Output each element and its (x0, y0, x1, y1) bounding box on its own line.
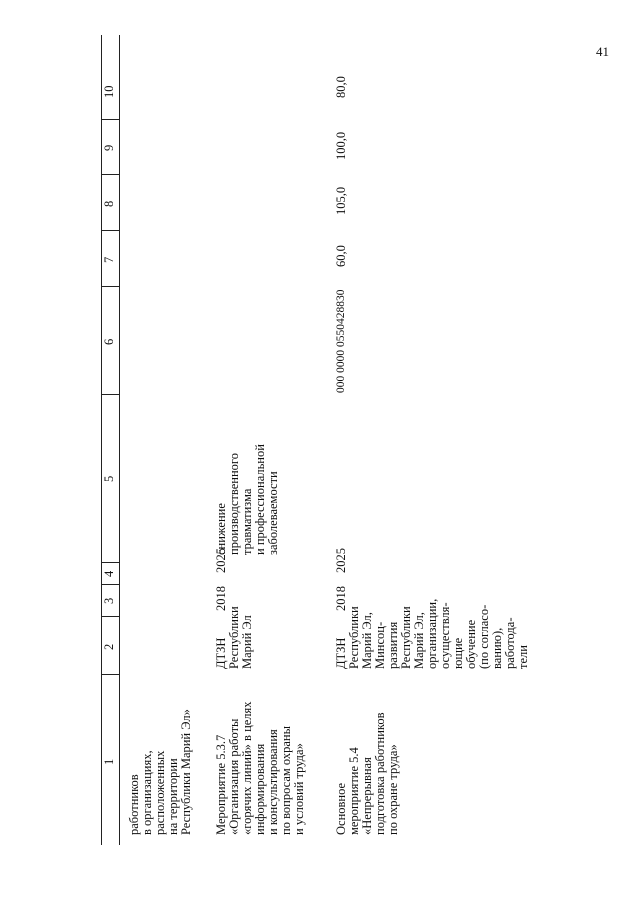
header-bottom-rule (119, 35, 120, 845)
row3-col2-line14: работода- (503, 617, 517, 669)
col-divider-1-2 (101, 674, 119, 675)
row1-col1-line2: в организациях, (140, 750, 154, 835)
col-divider-8-9 (101, 174, 119, 175)
row3-col2-line12: (по согласо- (477, 604, 491, 669)
row3-col2-line1: ДТЗН (334, 637, 348, 669)
header-top-rule (101, 35, 102, 845)
row3-end-year: 2025 (334, 548, 348, 573)
row1-col1-line3: расположенных (153, 750, 167, 835)
row3-col2-line3: Марий Эл, (360, 612, 374, 669)
col-divider-9-10 (101, 119, 119, 120)
row3-col2-line9: осуществля- (438, 602, 452, 669)
col-divider-2-3 (101, 616, 119, 617)
column-header-6: 6 (102, 338, 116, 345)
row3-col2-line15: тели (516, 645, 530, 669)
row2-col5-line3: травматизма (240, 488, 254, 555)
column-header-5: 5 (102, 475, 116, 482)
column-header-2: 2 (102, 643, 116, 650)
row3-col2-line8: организации, (425, 598, 439, 669)
row2-col1-line1: Мероприятие 5.3.7 (214, 734, 228, 835)
row3-col2-line7: Марий Эл, (412, 612, 426, 669)
row2-start-year: 2018 (214, 586, 228, 611)
row3-col2-line4: Минсоц- (373, 621, 387, 669)
row3-budget-code: 000 0000 0550428830 (335, 289, 347, 393)
row3-value-col8: 105,0 (334, 186, 348, 215)
row3-col2-line5: развития (386, 621, 400, 669)
row2-col1-line2: «Организация работы (227, 718, 241, 835)
page-number: 41 (596, 44, 609, 59)
col-divider-5-6 (101, 394, 119, 395)
row3-value-col9: 100,0 (334, 131, 348, 160)
row1-col1-line5: Республики Марий Эл» (179, 709, 193, 835)
row2-col1-line7: и условий труда» (292, 743, 306, 835)
row3-col1-line1: Основное (334, 782, 348, 835)
row2-col1-line6: по вопросам охраны (279, 726, 293, 835)
row2-col5-line4: и профессиональной (253, 444, 267, 555)
row1-col1-line4: на территории (166, 758, 180, 835)
column-header-3: 3 (102, 597, 116, 604)
col-divider-3-4 (101, 584, 119, 585)
row2-col5-line2: производственного (227, 453, 241, 555)
row3-start-year: 2018 (334, 586, 348, 611)
row3-col2-line10: ющие (451, 637, 465, 669)
column-header-4: 4 (102, 570, 116, 577)
column-header-7: 7 (102, 256, 116, 263)
row2-col2-line1: ДТЗН (214, 637, 228, 669)
row2-col1-line5: и консультирования (266, 729, 280, 835)
row3-col2-line13: ванию), (490, 627, 504, 669)
row2-col2-line2: Республики (227, 606, 241, 669)
row2-col2-line3: Марий Эл (240, 615, 254, 669)
row3-col1-line4: подготовка работников (373, 712, 387, 835)
column-header-10: 10 (102, 85, 116, 98)
col-divider-6-7 (101, 286, 119, 287)
row3-value-col10: 80,0 (334, 76, 348, 98)
row3-col1-line5: по охране труда» (386, 744, 400, 835)
row3-col2-line6: Республики (399, 606, 413, 669)
row2-col1-line3: «горячих линий» в целях (240, 701, 254, 835)
col-divider-4-5 (101, 562, 119, 563)
row3-col2-line11: обучение (464, 619, 478, 669)
row2-col5-line5: заболеваемости (266, 471, 280, 555)
column-header-8: 8 (102, 200, 116, 207)
row1-col1-line1: работников (127, 774, 141, 835)
col-divider-7-8 (101, 230, 119, 231)
row3-col1-line3: «Непрерывная (360, 757, 374, 835)
row2-end-year: 2025 (214, 548, 228, 573)
row2-col5-line1: снижение (214, 503, 228, 555)
column-header-1: 1 (102, 758, 116, 765)
column-header-9: 9 (102, 144, 116, 151)
row2-col1-line4: информирования (253, 743, 267, 835)
row3-value-col7: 60,0 (334, 245, 348, 267)
row3-col2-line2: Республики (347, 606, 361, 669)
row3-col1-line2: мероприятие 5.4 (347, 747, 361, 835)
